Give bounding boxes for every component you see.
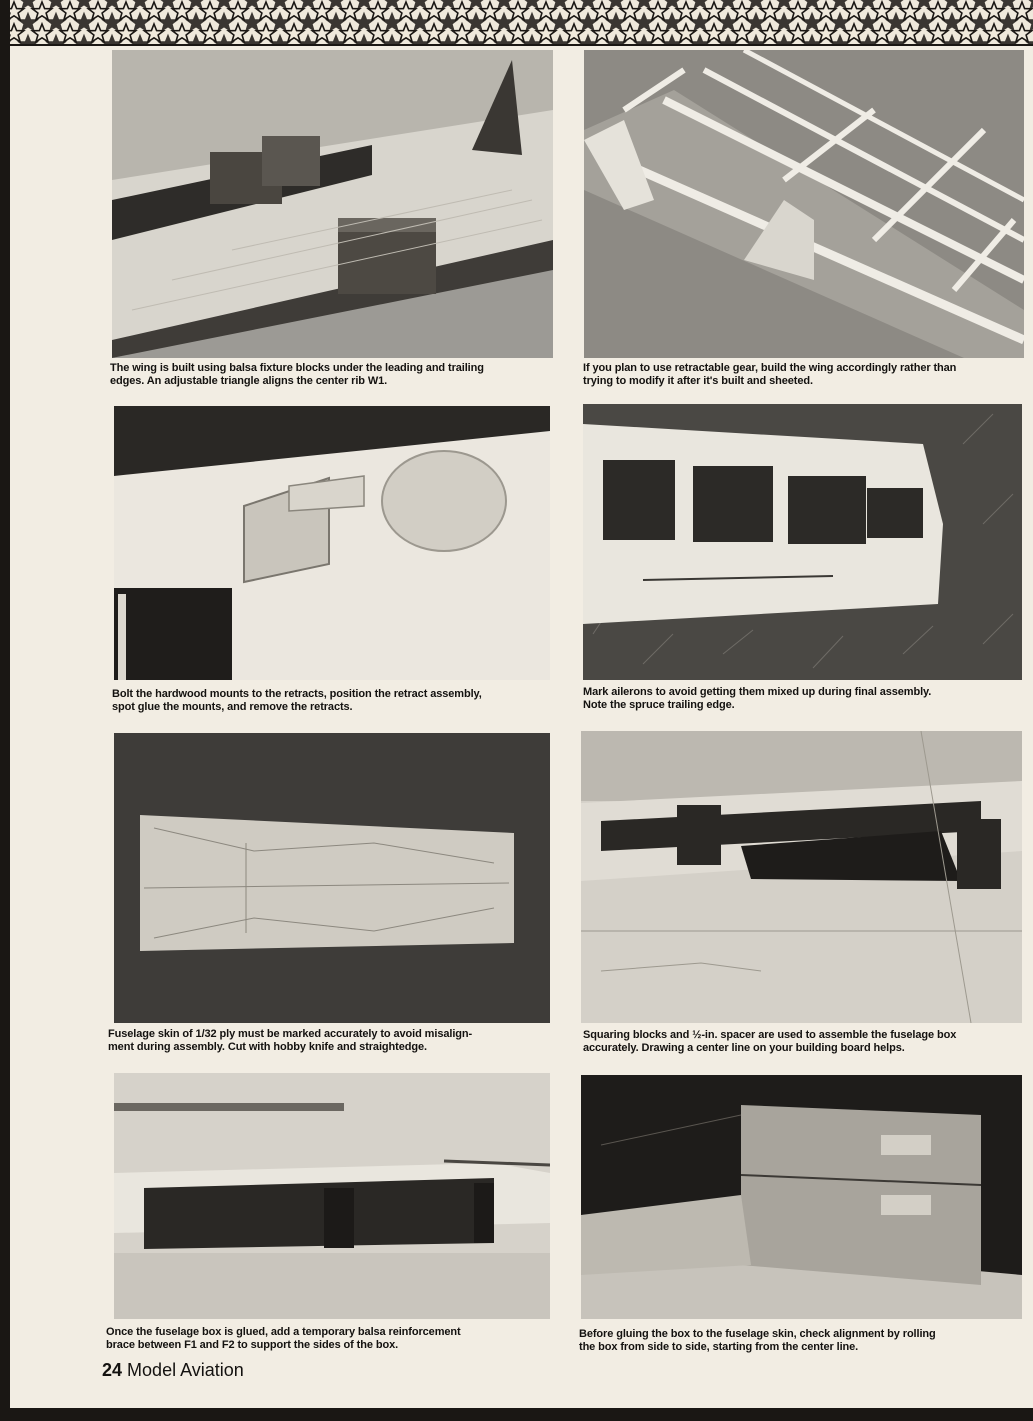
photo-retract-mounts <box>114 406 550 680</box>
caption-line: spot glue the mounts, and remove the retracts. <box>112 701 353 713</box>
photo-wing-retract-framing <box>584 50 1024 358</box>
page-edge-bottom <box>0 1408 1033 1421</box>
star-border-decoration <box>0 0 1033 46</box>
caption-fuselage-skin <box>108 1028 472 1054</box>
caption-line: accurately. Drawing a center line on your building board helps. <box>583 1042 905 1054</box>
caption-line: edges. An adjustable triangle aligns the center rib W1. <box>110 375 388 387</box>
page-footer <box>102 1360 244 1381</box>
caption-line: The wing is built using balsa fixture blocks under the leading and trailing <box>110 362 484 374</box>
caption-line: the box from side to side, starting from the center line. <box>579 1341 859 1353</box>
caption-box-alignment <box>579 1328 936 1354</box>
page-edge-left <box>0 0 10 1421</box>
caption-line: trying to modify it after it's built and sheeted. <box>583 375 813 387</box>
caption-fuselage-box-brace <box>106 1326 461 1352</box>
caption-line: Squaring blocks and ½-in. spacer are used to assemble the fuselage box <box>583 1029 957 1041</box>
caption-squaring-blocks <box>583 1029 956 1055</box>
caption-wing-fixture-blocks <box>110 362 484 388</box>
caption-line: Before gluing the box to the fuselage skin, check alignment by rolling <box>579 1328 936 1340</box>
publication-name: Model Aviation <box>127 1360 244 1380</box>
caption-line: Fuselage skin of 1/32 ply must be marked accurately to avoid misalign- <box>108 1028 473 1040</box>
photo-box-alignment <box>581 1075 1022 1319</box>
star-pattern <box>0 0 1033 44</box>
caption-line: Note the spruce trailing edge. <box>583 699 735 711</box>
photo-wing-fixture-blocks <box>112 50 553 358</box>
photo-fuselage-box-brace <box>114 1073 550 1319</box>
photo-fuselage-skin <box>114 733 550 1023</box>
caption-line: Once the fuselage box is glued, add a temporary balsa reinforcement <box>106 1326 461 1338</box>
caption-retract-mounts <box>112 688 482 714</box>
caption-line: brace between F1 and F2 to support the sides of the box. <box>106 1339 399 1351</box>
photo-squaring-blocks <box>581 731 1022 1023</box>
caption-line: Mark ailerons to avoid getting them mixed up during final assembly. <box>583 686 932 698</box>
photo-marked-ailerons <box>583 404 1022 680</box>
caption-line: If you plan to use retractable gear, build the wing accordingly rather than <box>583 362 957 374</box>
caption-retract-framing <box>583 362 956 388</box>
caption-line: ment during assembly. Cut with hobby knife and straightedge. <box>108 1041 427 1053</box>
page-number: 24 <box>102 1360 123 1380</box>
caption-marked-ailerons <box>583 686 931 712</box>
caption-line: Bolt the hardwood mounts to the retracts, position the retract assembly, <box>112 688 482 700</box>
